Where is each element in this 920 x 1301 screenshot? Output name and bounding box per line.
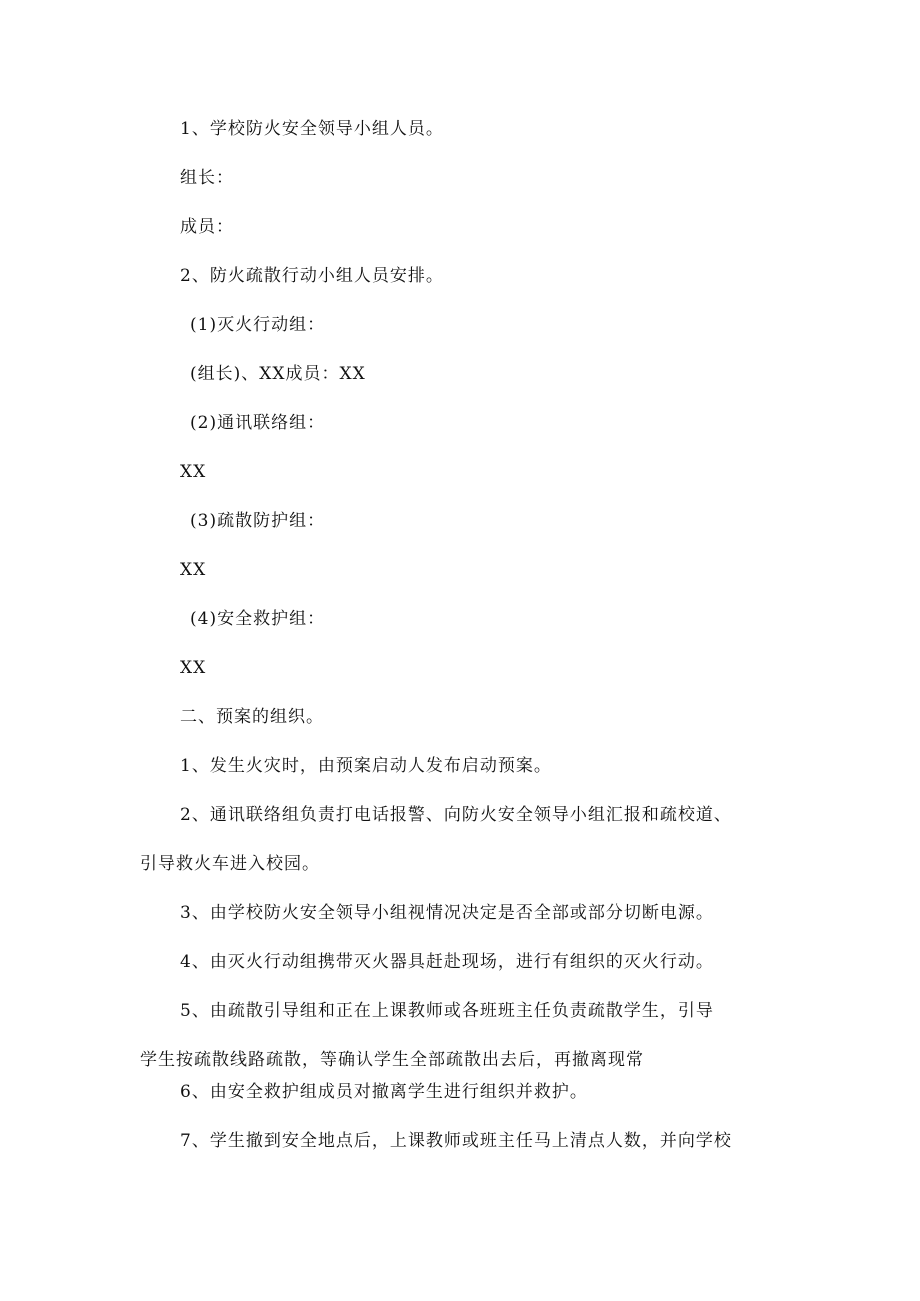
members-label: 成员： xyxy=(180,217,234,237)
communication-group-label: (2)通讯联络组： xyxy=(190,413,326,433)
plan-step-3: 3、由学校防火安全领导小组视情况决定是否全部或部分切断电源。 xyxy=(180,903,714,923)
plan-step-5: 5、由疏散引导组和正在上课教师或各班班主任负责疏散学生，引导 xyxy=(180,1001,714,1021)
plan-step-6: 6、由安全救护组成员对撤离学生进行组织并救护。 xyxy=(180,1082,588,1102)
plan-step-7: 7、学生撤到安全地点后，上课教师或班主任马上清点人数，并向学校 xyxy=(180,1131,732,1151)
evacuation-protection-group-label: (3)疏散防护组： xyxy=(190,511,326,531)
group-leader-label: 组长： xyxy=(180,168,234,188)
fire-fighting-group-members: (组长)、XX成员：XX xyxy=(190,364,366,384)
plan-step-5-continued: 学生按疏散线路疏散，等确认学生全部疏散出去后，再撤离现常 xyxy=(140,1050,644,1070)
communication-group-members: XX xyxy=(180,462,207,482)
safety-rescue-group-label: (4)安全救护组： xyxy=(190,609,326,629)
fire-fighting-group-label: (1)灭火行动组： xyxy=(190,315,326,335)
section-heading-evacuation-groups: 2、防火疏散行动小组人员安排。 xyxy=(180,266,444,286)
plan-step-4: 4、由灭火行动组携带灭火器具赶赴现场，进行有组织的灭火行动。 xyxy=(180,952,714,972)
plan-step-1: 1、发生火灾时，由预案启动人发布启动预案。 xyxy=(180,756,552,776)
section-heading-plan-organization: 二、预案的组织。 xyxy=(180,707,324,727)
section-heading-leadership-group: 1、学校防火安全领导小组人员。 xyxy=(180,119,444,139)
plan-step-2: 2、通讯联络组负责打电话报警、向防火安全领导小组汇报和疏校道、 xyxy=(180,805,732,825)
plan-step-2-continued: 引导救火车进入校园。 xyxy=(140,854,320,874)
evacuation-protection-group-members: XX xyxy=(180,560,207,580)
safety-rescue-group-members: XX xyxy=(180,658,207,678)
